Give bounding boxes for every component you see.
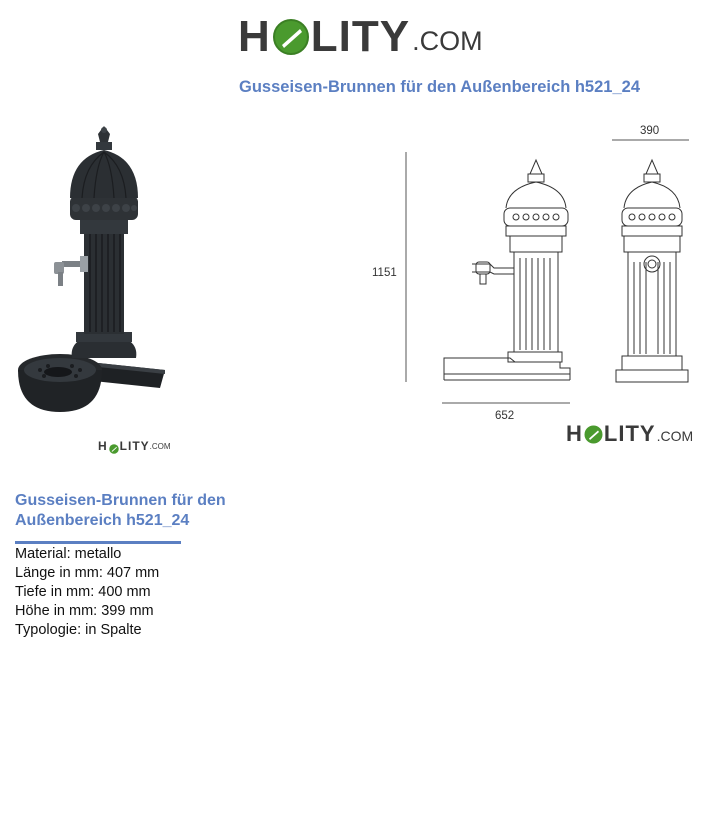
- holity-logo-drawing: [566, 421, 693, 447]
- logo-mid-suffix: LITY: [603, 421, 656, 446]
- page-title: Gusseisen-Brunnen für den Außenbereich h521_24: [239, 78, 640, 96]
- logo-o-mark: [272, 18, 310, 56]
- side-view: [616, 160, 688, 382]
- logo-small-o-mark: [109, 441, 119, 451]
- logo-mid-prefix: H: [566, 421, 583, 446]
- logo-text-prefix: H: [238, 12, 271, 61]
- logo-small-domain: .COM: [149, 442, 171, 451]
- holity-logo-small: [98, 438, 171, 454]
- logo-small-prefix: H: [98, 439, 108, 453]
- front-view: [444, 160, 570, 380]
- title-divider: [15, 541, 181, 544]
- technical-drawing: [360, 118, 710, 428]
- spec-height: Höhe in mm: 399 mm: [15, 603, 154, 619]
- dim-depth-label: 390: [640, 125, 660, 137]
- logo-mid-o-mark: [584, 425, 603, 444]
- logo-text-suffix: LITY: [310, 12, 411, 61]
- spec-depth: Tiefe in mm: 400 mm: [15, 584, 151, 600]
- logo-domain: .COM: [412, 26, 483, 56]
- logo-small-suffix: LITY: [119, 439, 150, 453]
- product-title: Gusseisen-Brunnen für den Außenbereich h521_24: [15, 492, 226, 529]
- dim-width-label: 652: [495, 410, 515, 422]
- holity-logo[interactable]: [238, 12, 483, 62]
- spec-material: Material: metallo: [15, 546, 122, 562]
- spec-list: [15, 545, 159, 640]
- product-photo: [10, 120, 180, 440]
- spec-length: Länge in mm: 407 mm: [15, 565, 160, 581]
- logo-mid-domain: .COM: [656, 428, 694, 444]
- spec-type: Typologie: in Spalte: [15, 622, 142, 638]
- dim-height-label: 1151: [372, 267, 397, 279]
